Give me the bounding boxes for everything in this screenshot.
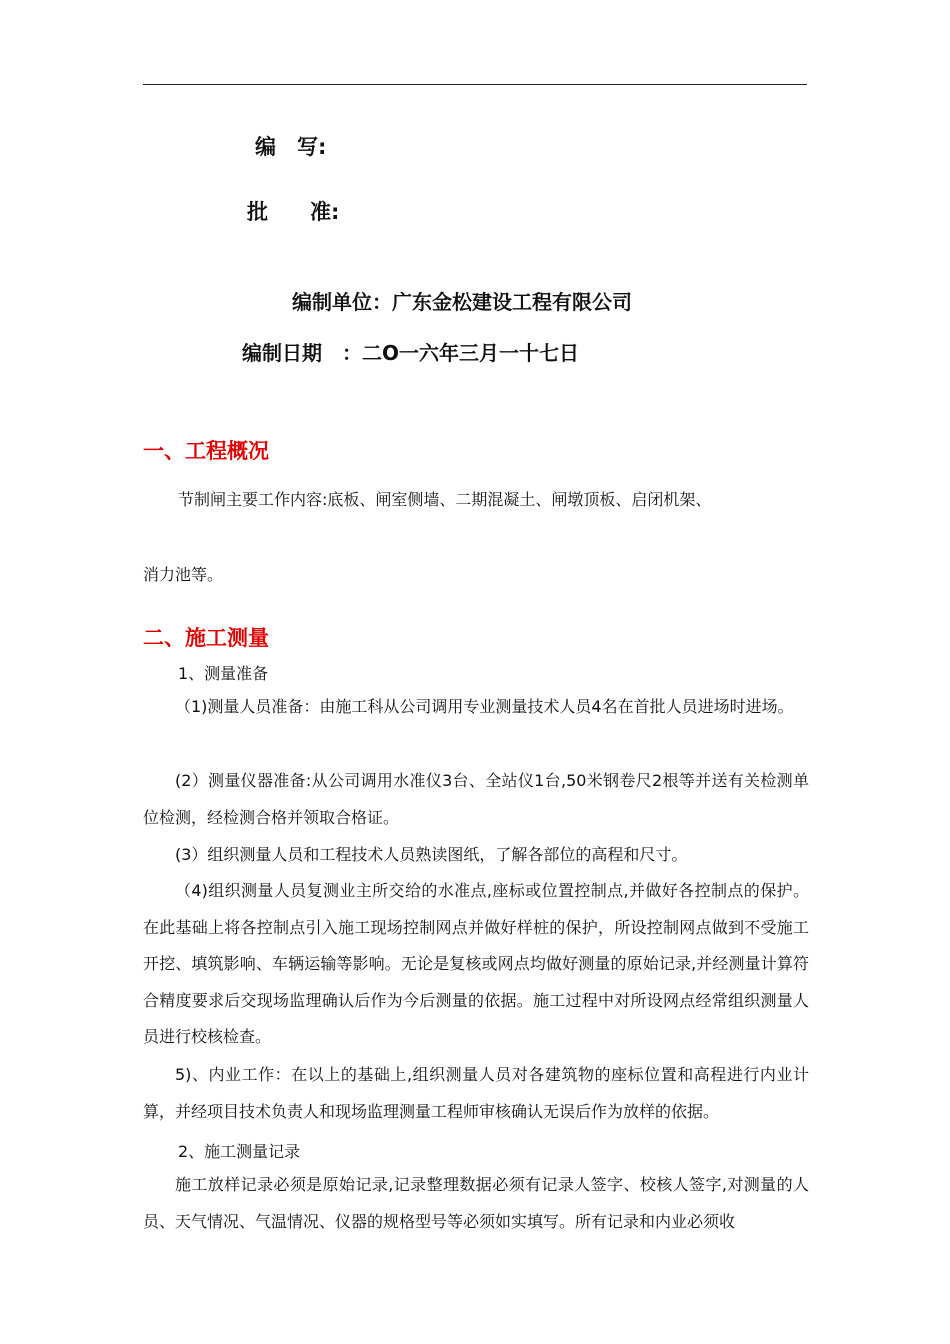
paragraph-control-points: （4)组织测量人员复测业主所交给的水准点,座标或位置控制点,并做好各控制点的保护。在此基础上将各控制点引入施工现场控制网点并做好样桩的保护，所设控制网点做到不受施工开挖、填筑影响、车辆运输等影响。无论是复核或网点均做好测量的原始记录,并经测量计算符合精度要求后交现场监理确认后作为今后测量的依据。施工过程中对所设网点经常组织测量人员进行校核检查。 xyxy=(143,881,809,1046)
subheading-survey-preparation: 1、测量准备 xyxy=(178,664,269,683)
author-signature-label: 编 写: xyxy=(255,135,327,159)
compiling-unit: 编制单位：广东金松建设工程有限公司 xyxy=(292,290,632,314)
paragraph-records: 施工放样记录必须是原始记录,记录整理数据必须有记录人签字、校核人签字,对测量的人员、天气情况、气温情况、仪器的规格型号等必须如实填写。所有记录和内业必须收 xyxy=(143,1175,809,1231)
section1-body-line1: 节制闸主要工作内容:底板、闸室侧墙、二期混凝土、闸墩顶板、启闭机架、 xyxy=(178,490,712,509)
top-divider xyxy=(143,84,807,85)
section1-heading: 一、工程概况 xyxy=(143,439,269,463)
paragraph-office-work: 5)、内业工作：在以上的基础上,组织测量人员对各建筑物的座标位置和高程进行内业计算，并经项目技术负责人和现场监理测量工程师审核确认无误后作为放样的依据。 xyxy=(143,1065,809,1121)
paragraph-survey-staff: （1)测量人员准备：由施工科从公司调用专业测量技术人员4名在首批人员进场时进场。 xyxy=(175,697,794,716)
approver-signature-label: 批 准: xyxy=(247,200,340,224)
subheading-survey-records: 2、施工测量记录 xyxy=(178,1142,301,1161)
section2-heading: 二、施工测量 xyxy=(143,626,269,650)
paragraph-read-drawings: (3）组织测量人员和工程技术人员熟读图纸，了解各部位的高程和尺寸。 xyxy=(175,845,688,864)
paragraph-survey-instruments: (2）测量仪器准备:从公司调用水准仪3台、全站仪1台,50米钢卷尺2根等并送有关检测单位检测，经检测合格并领取合格证。 xyxy=(143,771,809,827)
compiling-date: 编制日期 ：二O一六年三月一十七日 xyxy=(242,341,580,365)
section1-body-line2: 消力池等。 xyxy=(143,565,224,584)
